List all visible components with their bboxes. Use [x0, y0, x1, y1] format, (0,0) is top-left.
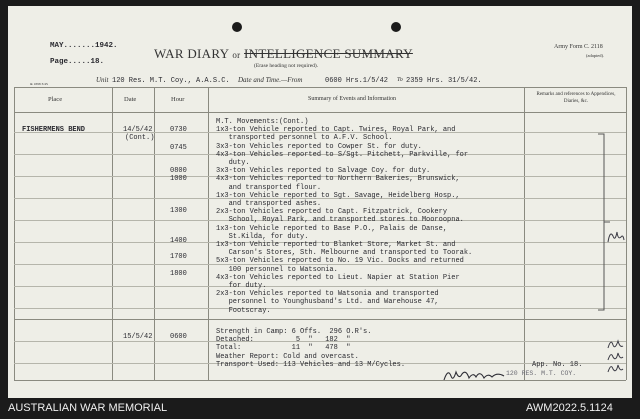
summary-line: 2x3-ton Vehicles reported to Watsonia and transported: [216, 290, 439, 299]
officer-signature: [442, 366, 506, 386]
col-header-date: Date: [124, 96, 137, 103]
summary-line: transported personnel to A.F.V. School.: [216, 134, 393, 143]
summary-line: 3x3-ton Vehicles reported to Cowper St. for duty.: [216, 142, 422, 151]
hour-entry: 0745: [170, 144, 187, 152]
to-value: 2359 Hrs. 31/5/42.: [406, 77, 482, 85]
summary-line: 5x3-ton Vehicles reported to No. 19 Vic. Docks and returned: [216, 257, 464, 266]
summary-line: 2x3-ton Vehicles reported to Capt. Fitzpatrick, Cookery: [216, 208, 448, 217]
unit-label: Unit: [96, 76, 109, 84]
army-form-number: Army Form C. 2118: [554, 44, 603, 50]
date-entry: 15/5/42: [123, 333, 153, 341]
hour-entry: 1700: [170, 253, 187, 261]
table-bottom-rule: [14, 380, 626, 381]
summary-line: 1x3-ton Vehicle reported to Sgt. Savage, Heidelberg Hosp.,: [216, 191, 460, 200]
hour-entry: 0600: [170, 333, 187, 341]
to-label: To: [397, 77, 403, 83]
summary-line: 1x3-ton Vehicle reported to Blanket Store, Market St. and: [216, 241, 456, 250]
form-subtitle: (Erase heading not required).: [254, 63, 319, 69]
summary-line: and transported ashes.: [216, 200, 322, 209]
table-top-rule: [14, 87, 626, 88]
transport-used: Transport Used: 113 Vehicles and 13 M/Cycles.: [216, 360, 406, 369]
column-divider: [154, 87, 155, 380]
month-field: MAY.......1942.: [50, 42, 118, 50]
day-separator-rule: [14, 319, 626, 320]
date-time-label: Date and Time.—From: [238, 76, 303, 84]
summary-line: 1x3-ton Vehicle reported to Base P.O., Palais de Danse,: [216, 224, 448, 233]
punch-hole: [391, 22, 401, 32]
col-header-summary: Summary of Events and Information: [308, 96, 396, 102]
col-header-place: Place: [48, 96, 63, 103]
strength-line: Total: 11 " 478 ": [216, 344, 351, 353]
title-war-diary: WAR DIARY: [154, 46, 229, 61]
summary-line: duty.: [216, 159, 250, 168]
hour-entry: 1800: [170, 270, 187, 278]
hour-entry: 1000: [170, 175, 187, 183]
punch-hole: [232, 22, 242, 32]
unit-value: 120 Res. M.T. Coy., A.A.S.C.: [112, 77, 230, 85]
table-right-border: [626, 87, 627, 380]
date-cont-note: (Cont.): [125, 134, 155, 142]
from-value: 0600 Hrs.1/5/42: [325, 77, 389, 85]
appendix-number: App. No. 18.: [532, 361, 583, 369]
hour-entry: 1400: [170, 237, 187, 245]
summary-line: 4x3-ton Vehicles reported to Lieut. Napier at Station Pier: [216, 273, 460, 282]
col-header-hour: Hour: [171, 96, 185, 103]
summary-line: M.T. Movements:(Cont.): [216, 118, 309, 126]
remarks-bracket: [596, 132, 616, 312]
table-left-border: [14, 87, 15, 380]
summary-line: Footscray.: [216, 306, 271, 315]
summary-line: School, Royal Park, and transported stores to Mooroopna.: [216, 216, 464, 225]
column-divider: [524, 87, 525, 380]
summary-line: 4x3-ton Vehicles reported to Northern Bakeries, Brunswick,: [216, 175, 460, 184]
date-entry: 14/5/42: [123, 126, 153, 134]
unit-stamp: 120 RES. M.T. COY.: [506, 370, 577, 377]
summary-line: and transported flour.: [216, 183, 322, 192]
col-header-remarks: Remarks and references to Appendices, Diaries, &c.: [536, 92, 616, 104]
hour-entry: 1300: [170, 207, 187, 215]
place-entry: FISHERMENS BEND: [22, 126, 86, 134]
footer-accession-number: AWM2022.5.1124: [526, 402, 613, 414]
title-intelligence-summary: INTELLIGENCE SUMMARY: [244, 46, 413, 61]
summary-of-events: [216, 118, 472, 315]
summary-line: St.Kilda, for duty.: [216, 232, 309, 241]
strength-line: Strength in Camp: 6 Offs. 296 O.R's.: [216, 328, 372, 336]
summary-line: 4x3-ton Vehicles reported to S/Sgt. Pitchett, Parkville, for: [216, 150, 469, 159]
handwritten-initials: [606, 338, 626, 378]
summary-line: for duty.: [216, 282, 267, 291]
form-title: [154, 46, 413, 62]
footer-institution: AUSTRALIAN WAR MEMORIAL: [8, 402, 168, 414]
header-bottom-rule: [14, 112, 626, 113]
title-or: or: [232, 50, 241, 60]
summary-line: Carson's Stores, Sth. Melbourne and transported to Toorak.: [216, 249, 473, 258]
summary-line: 100 personnel to Watsonia.: [216, 265, 338, 274]
column-divider: [112, 87, 113, 380]
page-number: Page.....18.: [50, 58, 105, 66]
adapted-note: (adapted).: [586, 53, 605, 58]
handwritten-initials: [606, 228, 626, 244]
summary-line: 1x3-ton Vehicle reported to Capt. Twires, Royal Park, and: [216, 126, 456, 135]
summary-line: personnel to Younghusband's Ltd. and Warehouse 47,: [216, 298, 439, 307]
hour-entry: 0730: [170, 126, 187, 134]
print-reference: & 1898 3/4S: [30, 82, 48, 86]
summary-line: 3x3-ton Vehicles reported to Salvage Coy. for duty.: [216, 167, 431, 176]
column-divider: [208, 87, 209, 380]
strength-line: Detached: 5 " 182 ": [216, 336, 351, 345]
weather-report: Weather Report: Cold and overcast.: [216, 352, 359, 361]
war-diary-page: [8, 6, 632, 398]
hour-entry: 0800: [170, 167, 187, 175]
daily-summary: [216, 328, 405, 369]
